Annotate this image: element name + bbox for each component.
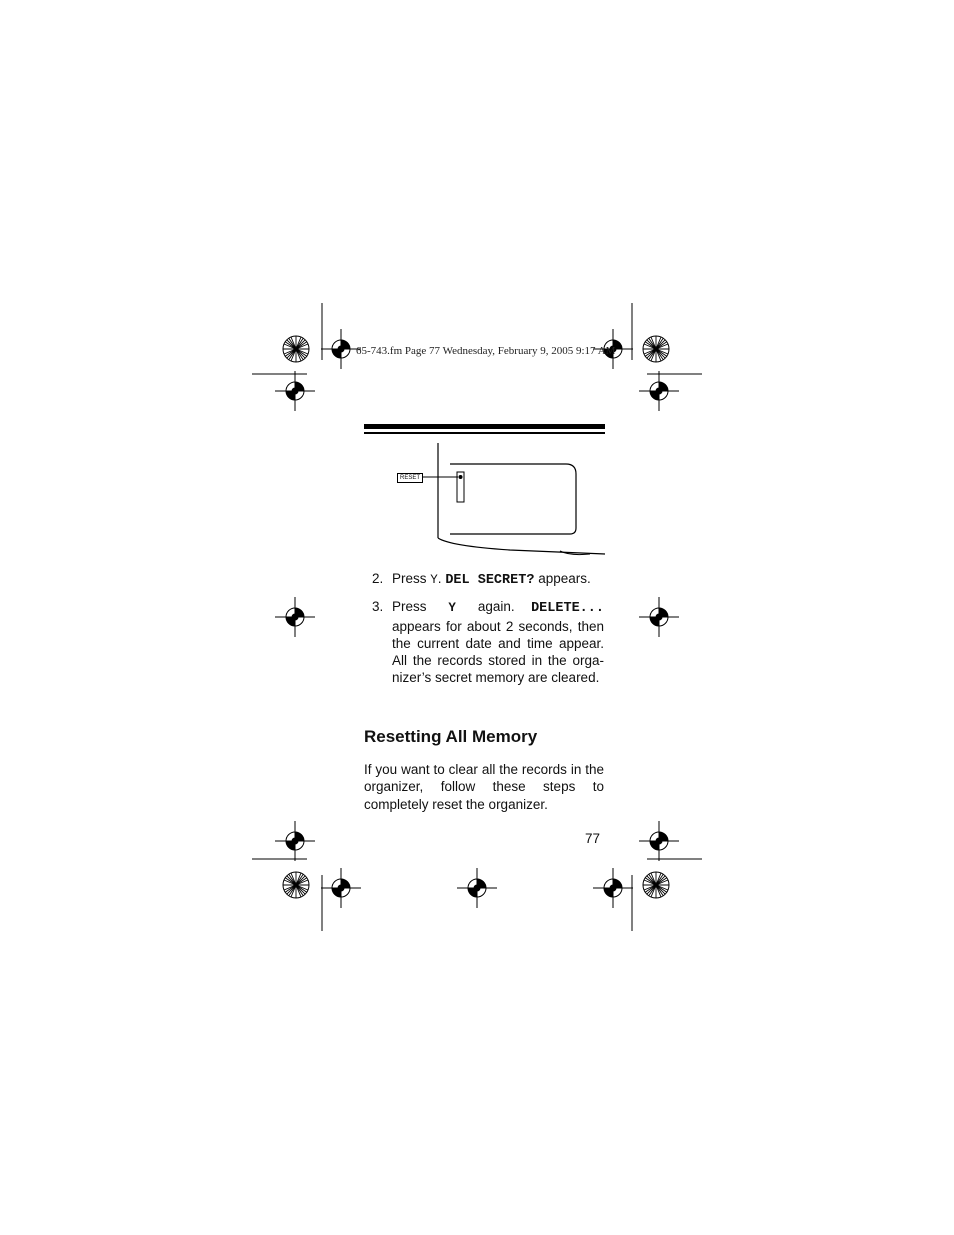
step-text: Press Y. DEL SECRET? appears. bbox=[392, 571, 591, 588]
print-header: 65-743.fm Page 77 Wednesday, February 9, 2005 9:17 AM bbox=[356, 345, 616, 357]
reset-label: RESET bbox=[397, 473, 423, 483]
key-y: Y bbox=[430, 573, 438, 587]
page-number: 77 bbox=[585, 831, 601, 846]
organizer-reset-illustration bbox=[390, 440, 610, 560]
header-rule-thin bbox=[364, 432, 605, 434]
step-number: 3. bbox=[372, 599, 384, 615]
display-text: DELETE... bbox=[531, 601, 604, 617]
key-y: Y bbox=[448, 601, 456, 616]
header-rule-thick bbox=[364, 424, 605, 429]
step-2 bbox=[364, 570, 605, 589]
body-paragraph: If you want to clear all the records in the organizer, follow these steps to completely reset the organizer. bbox=[364, 762, 604, 812]
step-number: 2. bbox=[372, 571, 384, 586]
display-text: DEL SECRET? bbox=[445, 573, 535, 588]
section-heading: Resetting All Memory bbox=[364, 727, 538, 746]
step-text: Press Y again. DELETE... appears for about 2 seconds, then the current date and time appear. All the records stored in the orga-nizer’s secret memory are cleared. bbox=[392, 599, 604, 686]
steps-list bbox=[364, 570, 605, 696]
step-3 bbox=[364, 598, 605, 686]
